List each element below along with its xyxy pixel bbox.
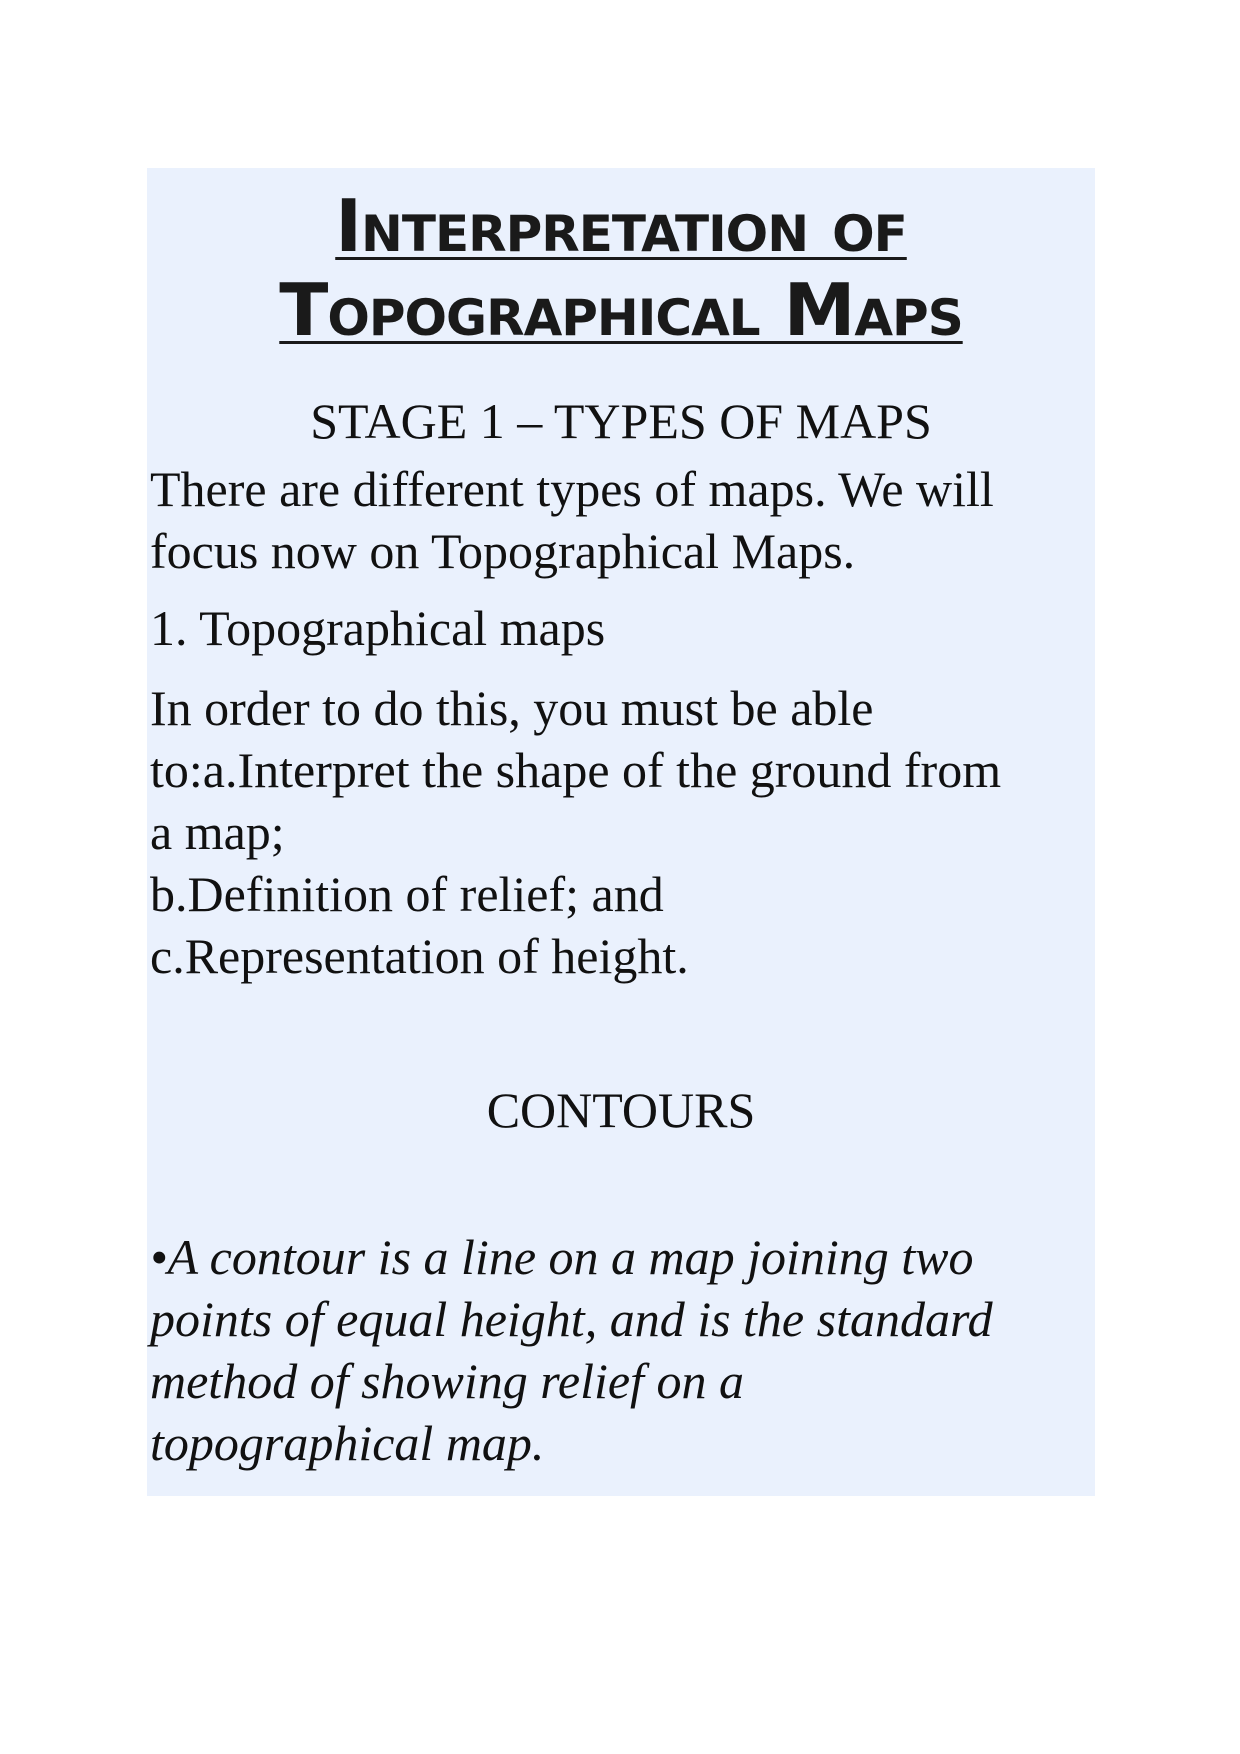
requirements-line-4: b.Definition of relief; and <box>150 866 664 922</box>
page-title-line-1: Interpretation of <box>335 184 907 268</box>
intro-line-2: focus now on Topographical Maps. <box>150 523 856 579</box>
content-panel <box>147 168 1095 1496</box>
list-item-topographical-maps: 1. Topographical maps <box>150 600 606 656</box>
requirements-line-2: to:a.Interpret the shape of the ground from <box>150 742 1002 798</box>
definition-line-1: •A contour is a line on a map joining two <box>150 1229 974 1285</box>
requirements-line-1: In order to do this, you must be able <box>150 680 874 736</box>
stage-heading: STAGE 1 – TYPES OF MAPS <box>310 393 932 449</box>
definition-line-2: points of equal height, and is the standard <box>150 1291 993 1347</box>
requirements-line-5: c.Representation of height. <box>150 928 689 984</box>
definition-line-4: topographical map. <box>150 1415 545 1471</box>
requirements-line-3: a map; <box>150 804 285 860</box>
intro-line-1: There are different types of maps. We will <box>150 461 994 517</box>
page-title-line-2: Topographical Maps <box>279 268 963 352</box>
definition-line-3: method of showing relief on a <box>150 1353 744 1409</box>
contours-heading: CONTOURS <box>486 1082 756 1138</box>
